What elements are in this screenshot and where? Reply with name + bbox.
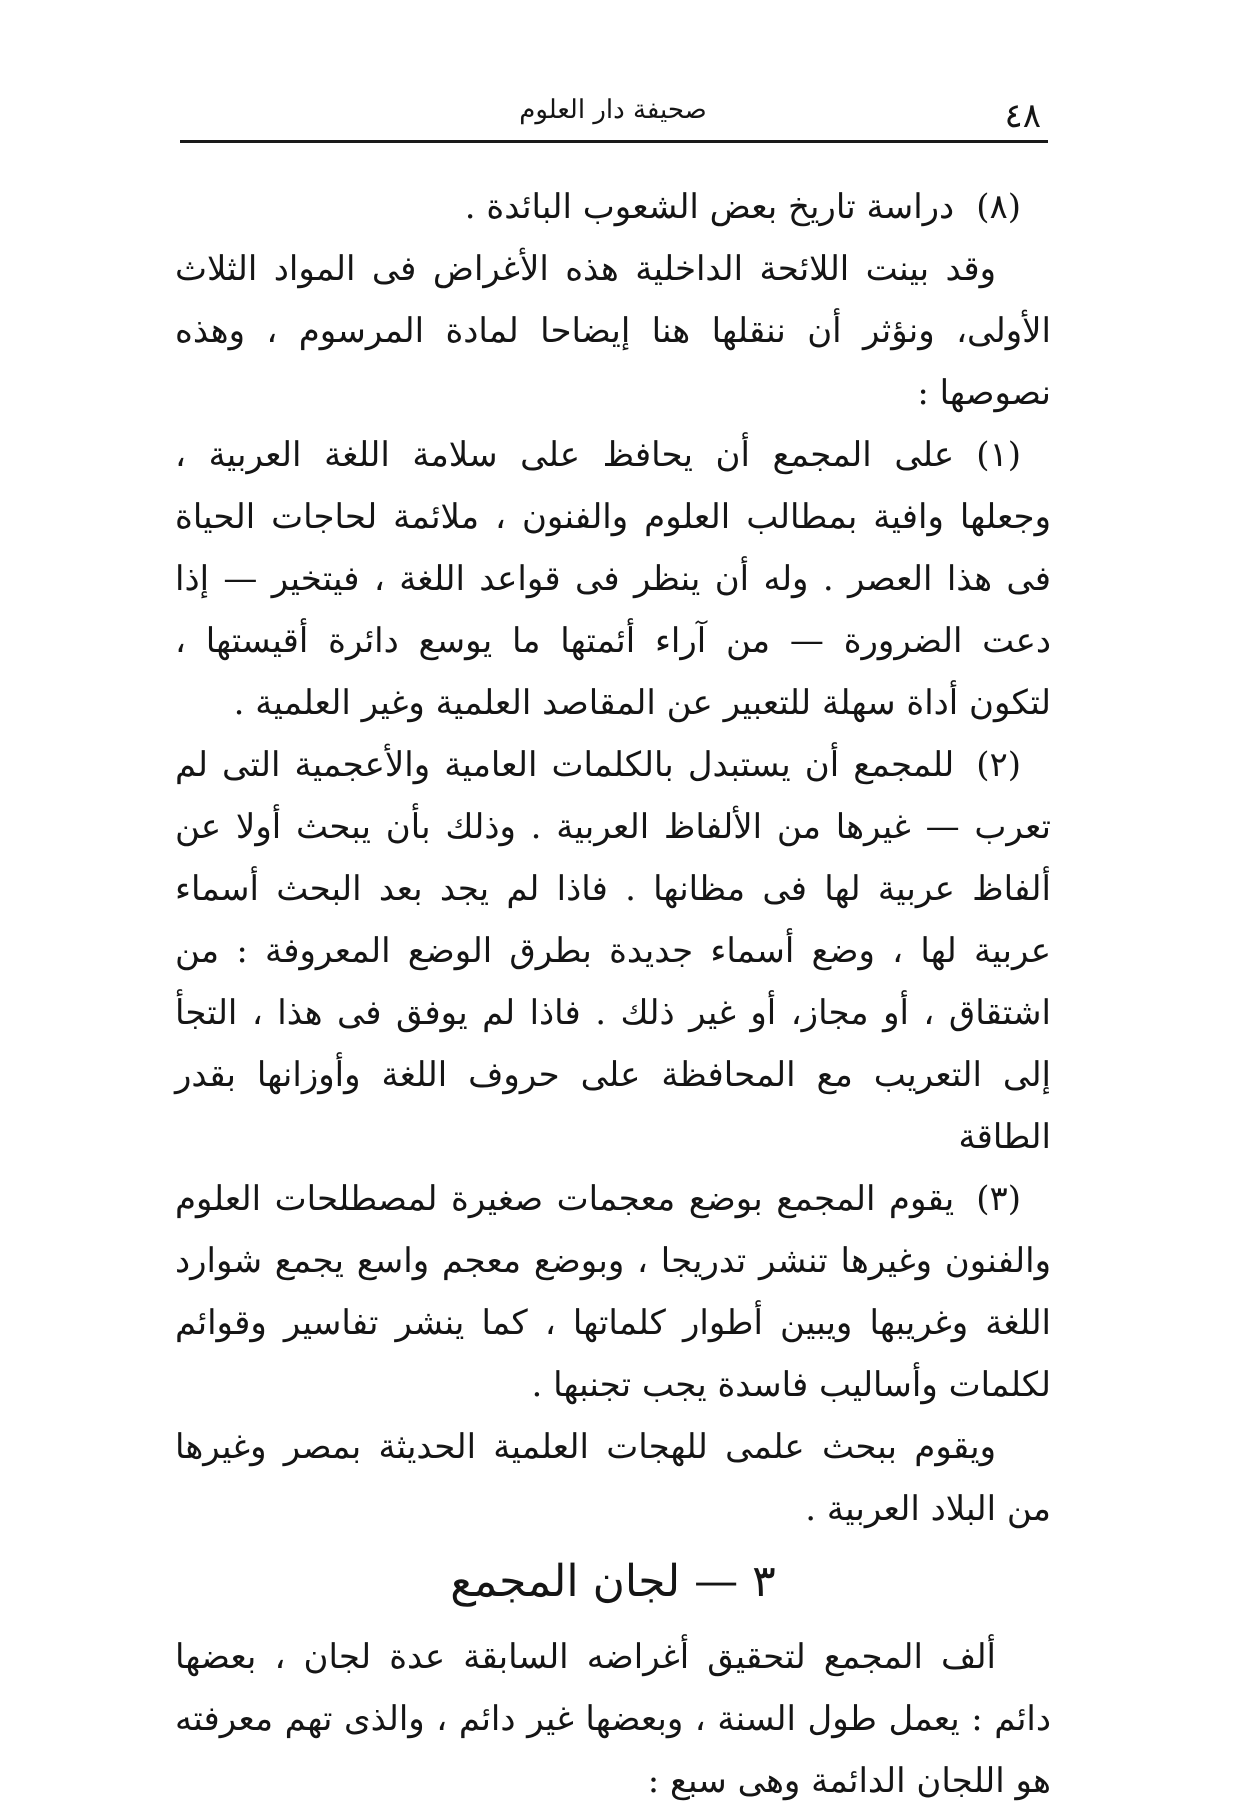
paragraph-text: على المجمع أن يحافظ على سلامة اللغة العربية ، وجعلها وافية بمطالب العلوم والفنون ، ملائمة لحاجات الحياة فى هذا العصر . وله أن ينظر فى قواعد اللغة ، فيتخير — إذا دعت الضرورة — من آراء أئمتها ما يوسع دائرة أقيستها ، لتكون أداة سهلة للتعبير عن المقاصد العلمية وغير العلمية . xyxy=(175,435,1051,723)
intro-paragraph xyxy=(175,238,1051,424)
dialects-paragraph xyxy=(175,1416,1051,1540)
paragraph-text: ويقوم ببحث علمى للهجات العلمية الحديثة بمصر وغيرها من البلاد العربية . xyxy=(175,1427,1051,1529)
section-heading: ٣ — لجان المجمع xyxy=(450,1556,776,1607)
header-rule xyxy=(180,140,1048,143)
running-title: صحيفة دار العلوم xyxy=(519,95,707,125)
item-2-paragraph xyxy=(175,734,1051,1168)
paragraph-text: للمجمع أن يستبدل بالكلمات العامية والأعجمية التى لم تعرب — غيرها من الألفاظ العربية . وذلك بأن يبحث أولا عن ألفاظ عربية لها فى مظانها . فاذا لم يجد بعد البحث أسماء عربية لها ، وضع أسماء جديدة بطرق الوضع المعروفة : من اشتقاق ، أو مجاز، أو غير ذلك . فاذا لم يوفق فى هذا ، التجأ إلى التعريب مع المحافظة على حروف اللغة وأوزانها بقدر الطاقة xyxy=(175,745,1051,1157)
item-number: (٢) xyxy=(976,745,1021,785)
paragraph-text: وقد بينت اللائحة الداخلية هذه الأغراض فى المواد الثلاث الأولى، ونؤثر أن ننقلها هنا إيضاحا لمادة المرسوم ، وهذه نصوصها : xyxy=(175,249,1051,413)
body-text xyxy=(175,176,1051,1812)
committees-paragraph xyxy=(175,1626,1051,1812)
item-8-paragraph xyxy=(175,176,1051,238)
item-1-paragraph xyxy=(175,424,1051,734)
page-number: ٤٨ xyxy=(1004,96,1041,136)
paragraph-text: ألف المجمع لتحقيق أغراضه السابقة عدة لجان ، بعضها دائم : يعمل طول السنة ، وبعضها غير دائم ، والذى تهم معرفته هو اللجان الدائمة وهى سبع : xyxy=(175,1637,1051,1801)
item-number: (١) xyxy=(976,435,1021,475)
item-number: (٨) xyxy=(976,187,1021,227)
item-3-paragraph xyxy=(175,1168,1051,1416)
page-header xyxy=(175,88,1051,138)
paragraph-text: يقوم المجمع بوضع معجمات صغيرة لمصطلحات العلوم والفنون وغيرها تنشر تدريجا ، وبوضع معجم واسع يجمع شوارد اللغة وغريبها ويبين أطوار كلماتها ، كما ينشر تفاسير وقوائم لكلمات وأساليب فاسدة يجب تجنبها . xyxy=(175,1179,1051,1405)
item-number: (٣) xyxy=(976,1179,1021,1219)
paragraph-text: دراسة تاريخ بعض الشعوب البائدة . xyxy=(464,187,955,227)
